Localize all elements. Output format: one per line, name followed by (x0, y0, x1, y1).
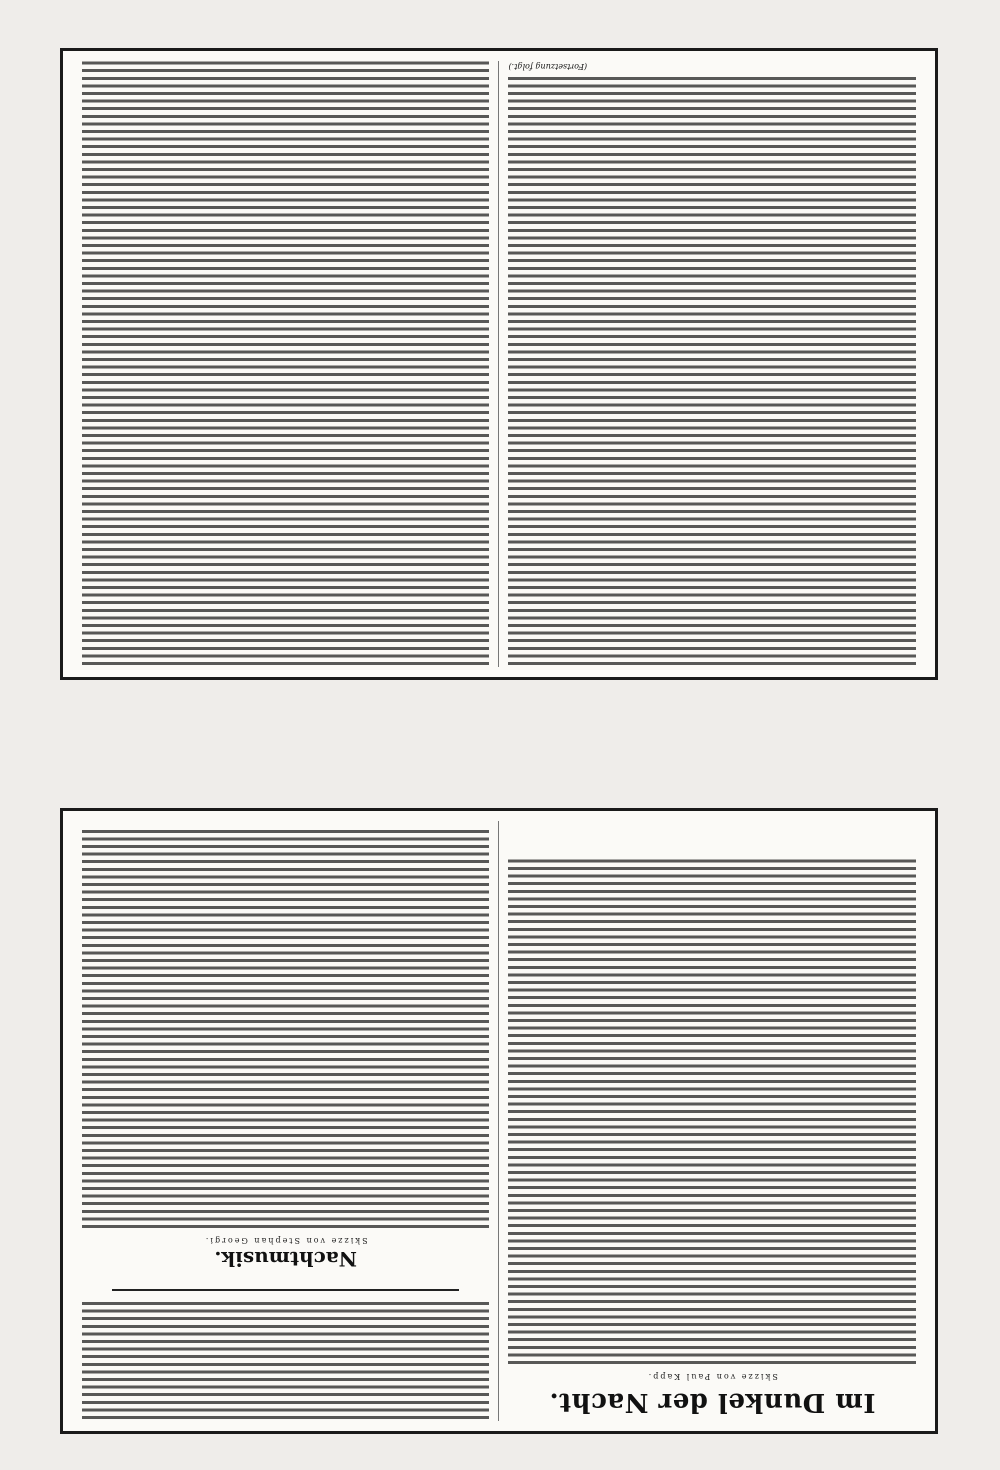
lower-column-left (500, 821, 926, 1421)
lower-columns (73, 821, 925, 1421)
text-block (82, 830, 490, 1230)
text-block (82, 61, 490, 667)
upper-columns (73, 61, 925, 667)
lower-newspaper-page (60, 808, 938, 1434)
story-byline: Skizze von Paul Kapp. (646, 1372, 778, 1381)
section-divider (112, 1289, 460, 1291)
continuation-note: (Fortsetzung folgt.) (508, 62, 588, 71)
upper-column-left (500, 61, 926, 667)
lower-column-right (73, 821, 500, 1421)
headline: Im Dunkel der Nacht. (549, 1387, 876, 1417)
text-block (509, 77, 917, 667)
second-story-title: Nachtmusik. (214, 1247, 358, 1271)
text-block (509, 856, 917, 1366)
second-story-byline: Skizze von Stephan Georgi. (203, 1236, 368, 1245)
upper-newspaper-page (60, 48, 938, 680)
upper-column-right (73, 61, 500, 667)
text-block (82, 1301, 490, 1421)
